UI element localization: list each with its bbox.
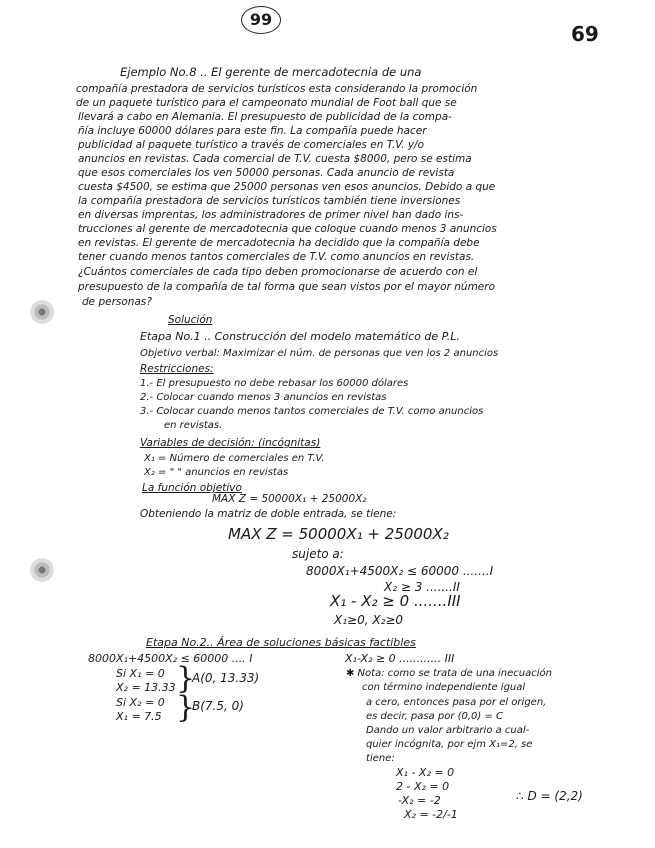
restriction-item: 3.- Colocar cuando menos tantos comerciales de T.V. como anuncios [140, 406, 484, 417]
page-number: 69 [571, 22, 599, 46]
note-line: tiene: [366, 753, 395, 764]
text-line: ¿Cuántos comerciales de cada tipo deben promocionarse de acuerdo con el [78, 266, 478, 278]
calc-step: X₁ - X₂ = 0 [396, 766, 455, 779]
note-line: a cero, entonces pasa por el origen, [366, 697, 547, 708]
text-line: cuesta $4500, se estima que 25000 personas ven esos anuncios. Debido a que [78, 181, 496, 193]
text-line: publicidad al paquete turístico a través de comerciales en T.V. y/o [78, 139, 425, 151]
non-negativity: X₁≥0, X₂≥0 [334, 613, 404, 627]
text-line: la compañía prestadora de servicios turísticos también tiene inversiones [78, 195, 461, 207]
constraint-2: X₂ ≥ 3 .......II [384, 580, 460, 594]
note-line: con término independiente igual [362, 682, 526, 693]
example-title: Ejemplo No.8 .. El gerente de mercadotecnia de una [120, 65, 422, 79]
restriction-item: en revistas. [164, 420, 223, 431]
stage-2-title: Etapa No.2.. Área de soluciones básicas factibles [146, 636, 416, 649]
matrix-note: Obteniendo la matriz de doble entrada, se tiene: [140, 508, 397, 520]
brace-icon: } [176, 661, 196, 696]
subject-to: sujeto a: [292, 547, 344, 561]
calc-step: 2 - X₂ = 0 [396, 780, 450, 793]
text-line: ñía incluye 60000 dólares para este fin. La compañía puede hacer [78, 125, 427, 137]
point-a: A(0, 13.33) [192, 671, 260, 685]
calc-line: Si X₁ = 0 [116, 667, 165, 680]
restriction-item: 1.- El presupuesto no debe rebasar los 60000 dólares [140, 378, 409, 389]
text-line: de personas? [82, 296, 152, 308]
calc-step: X₂ = -2/-1 [404, 808, 458, 821]
point-b: B(7.5, 0) [192, 699, 244, 713]
binder-hole-icon [30, 300, 54, 324]
calc-line: Si X₂ = 0 [116, 696, 165, 709]
text-line: trucciones al gerente de mercadotecnia que coloque cuando menos 3 anuncios [78, 223, 497, 235]
note-line: ✱ Nota: como se trata de una inecuación [346, 668, 552, 679]
calc-line: X₂ = 13.33 [116, 681, 176, 694]
text-line: anuncios en revistas. Cada comercial de T.V. cuesta $8000, pero se estima [78, 153, 472, 165]
variable-def: X₂ = " " anuncios en revistas [144, 467, 289, 478]
text-line: tener cuando menos tantos comerciales de T.V. como anuncios en revistas. [78, 251, 475, 263]
text-line: en diversas imprentas, los administradores de primer nivel han dado ins- [78, 209, 464, 221]
circled-page-number: 99 [241, 6, 281, 34]
variable-def: X₁ = Número de comerciales en T.V. [144, 453, 325, 464]
stage-1-title: Etapa No.1 .. Construcción del modelo matemático de P.L. [140, 330, 460, 343]
text-line: compañía prestadora de servicios turísticos esta considerando la promoción [76, 83, 478, 95]
calc-step: -X₂ = -2 [398, 794, 441, 807]
note-line: quier incógnita, por ejm X₁=2, se [366, 739, 533, 750]
objective-fn-large: MAX Z = 50000X₁ + 25000X₂ [228, 525, 449, 543]
restrictions-title: Restricciones: [140, 363, 214, 375]
brace-icon: } [176, 690, 196, 725]
text-line: presupuesto de la compañía de tal forma que sean vistos por el mayor número [78, 281, 496, 293]
objective-fn: MAX Z = 50000X₁ + 25000X₂ [212, 493, 367, 505]
note-line: es decir, pasa por (0,0) = C [366, 711, 504, 722]
text-line: llevará a cabo en Alemania. El presupuesto de publicidad de la compa- [78, 111, 452, 123]
constraint-1: 8000X₁+4500X₂ ≤ 60000 .......I [306, 564, 494, 578]
equation-3: X₁-X₂ ≥ 0 ............ III [345, 652, 455, 665]
point-d: ∴ D = (2,2) [516, 789, 583, 803]
text-line: en revistas. El gerente de mercadotecnia ha decidido que la compañía debe [78, 237, 480, 249]
note-line: Dando un valor arbitrario a cual- [366, 725, 530, 736]
solution-title: Solución [168, 314, 213, 326]
restriction-item: 2.- Colocar cuando menos 3 anuncios en revistas [140, 392, 387, 403]
text-line: que esos comerciales los ven 50000 personas. Cada anuncio de revista [78, 167, 455, 179]
text-line: de un paquete turístico para el campeonato mundial de Foot ball que se [76, 97, 457, 109]
objective-fn-title: La función objetivo [142, 482, 242, 494]
constraint-3: X₁ - X₂ ≥ 0 .......III [330, 592, 461, 610]
equation-1: 8000X₁+4500X₂ ≤ 60000 .... I [88, 652, 253, 665]
binder-hole-icon [30, 558, 54, 582]
variables-title: Variables de decisión: (incógnitas) [140, 437, 321, 449]
objective-verbal: Objetivo verbal: Maximizar el núm. de personas que ven los 2 anuncios [140, 348, 499, 359]
calc-line: X₁ = 7.5 [116, 710, 162, 723]
